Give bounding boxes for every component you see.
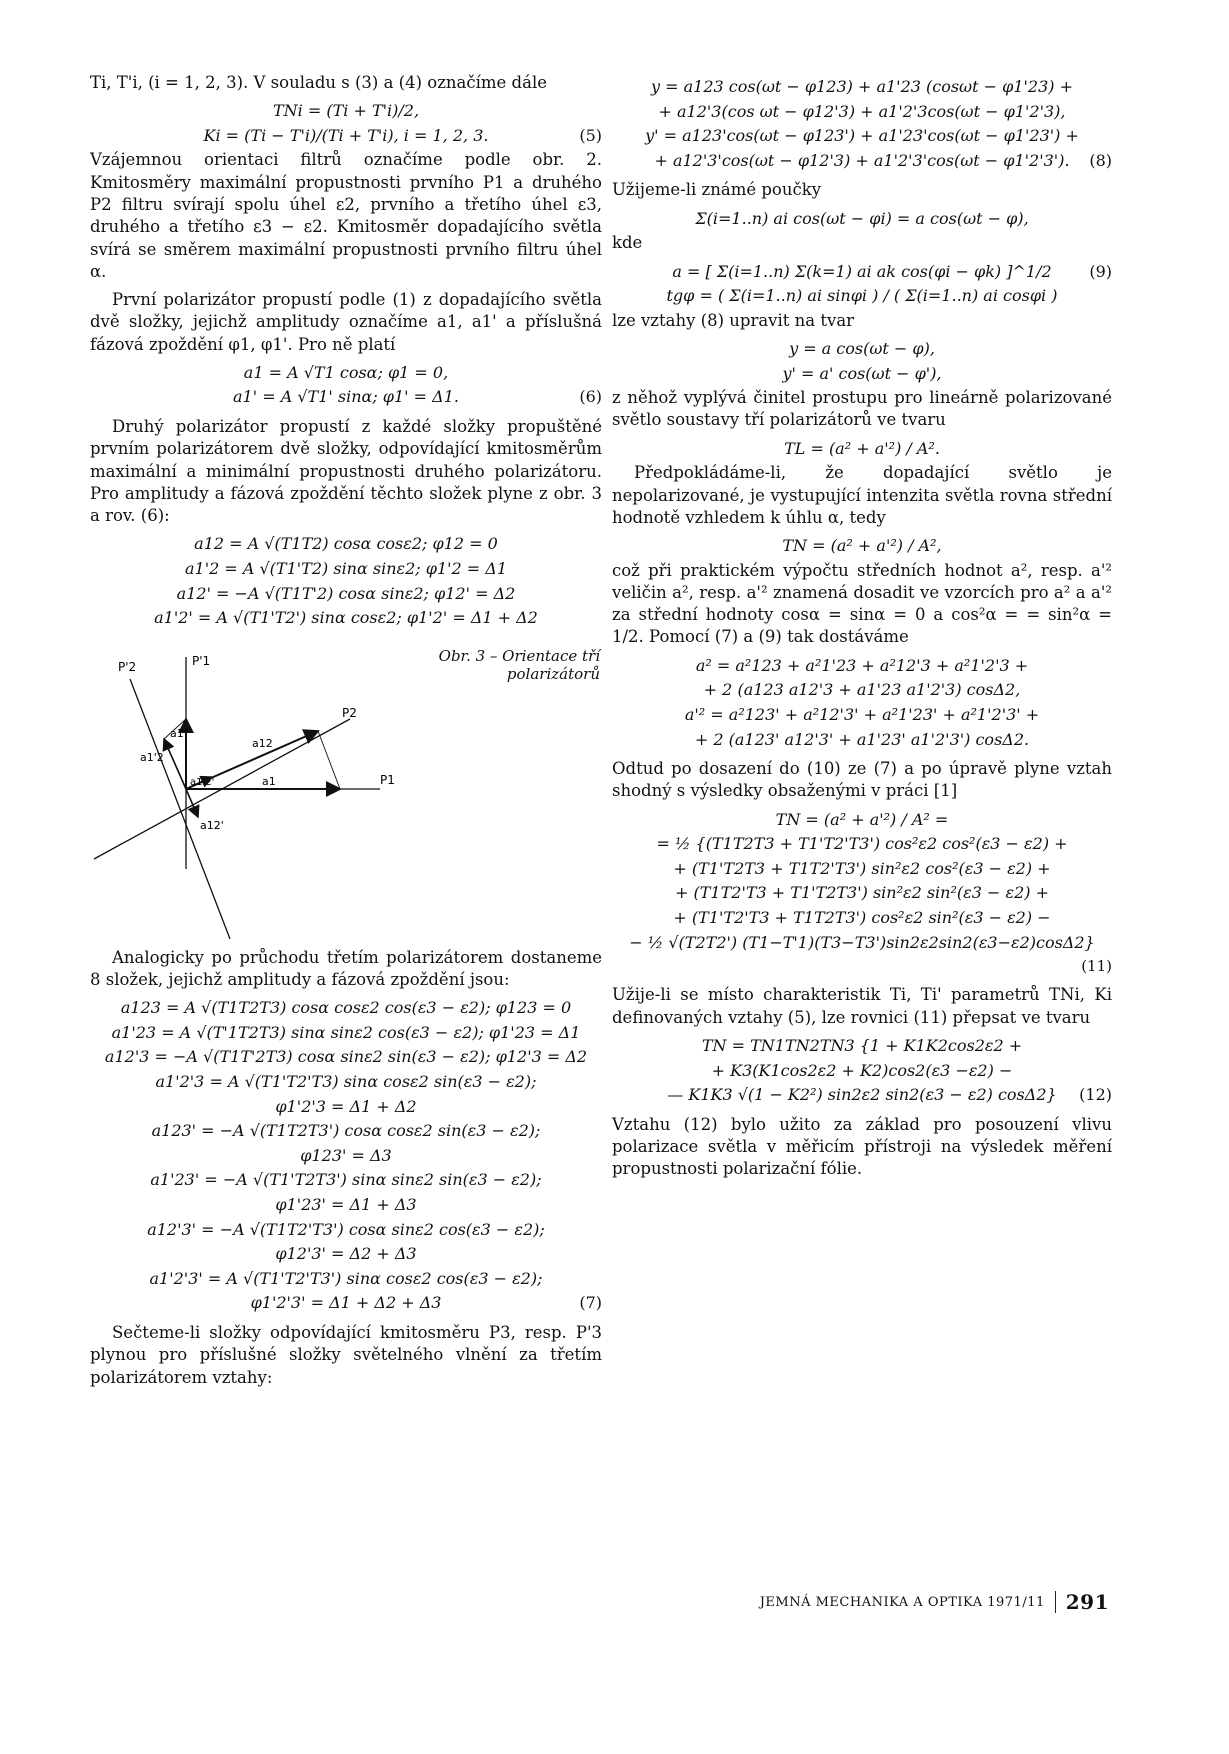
equation-a1p2p3: a1'2'3 = A √(T1'T2'T3) sinα cosε2 sin(ε3 − ε2); xyxy=(155,1072,537,1092)
vector-a1p2 xyxy=(164,739,186,789)
journal-name: JEMNÁ MECHANIKA A OPTIKA 1971/11 xyxy=(759,1594,1045,1610)
label-p1-prime: P'1 xyxy=(192,653,211,668)
equation-5 xyxy=(90,125,602,147)
equation-10-block xyxy=(612,655,1112,750)
equation-a1p2: a1'2 = A √(T1'T2) sinα sinε2; φ1'2 = Δ1 xyxy=(184,558,508,578)
equation-tl: TL = (a² + a'²) / A². xyxy=(784,438,940,458)
equation-8-row xyxy=(612,150,1112,172)
label-a12-prime: a12' xyxy=(200,818,224,832)
paragraph-substitution: Odtud po dosazení do (10) ze (7) a po úpravě plyne vztah shodný s výsledky obsaženými v práci [1] xyxy=(612,759,1112,801)
equations-second-block xyxy=(90,533,602,628)
label-a12: a12 xyxy=(252,736,273,750)
paragraph-orientation: Vzájemnou orientaci filtrů označíme podle obr. 2. Kmitosměry maximální propustnosti prvního P1 a druhého P2 filtru svírají spolu úhel ε2, prvního a třetího úhel ε3, druhého a třetího ε3 − ε2. Kmitosměr dopadajícího světla svírá se směrem maximální propustnosti prvního filtru úhel α. xyxy=(90,150,602,281)
equation-number-8: (8) xyxy=(1089,150,1112,170)
equation-phi-12p3p: φ12'3' = Δ2 + Δ3 xyxy=(275,1244,417,1264)
equation-number-5: (5) xyxy=(579,125,602,145)
equation-number-7: (7) xyxy=(579,1293,602,1313)
equation-12-line-3: — K1K3 √(1 − K2²) sin2ε2 sin2(ε3 − ε2) cosΔ2} xyxy=(667,1085,1057,1105)
equation-sum: Σ(i=1..n) ai cos(ωt − φi) = a cos(ωt − φ), xyxy=(695,208,1029,228)
equation-tn-mean: TN = (a² + a'²) / A², xyxy=(782,536,942,556)
label-p1: P1 xyxy=(380,772,395,787)
paragraph-known-rules: Užijeme-li známé poučky xyxy=(612,180,822,200)
equation-9b: tgφ = ( Σ(i=1..n) ai sinφi ) / ( Σ(i=1..n) ai cosφi ) xyxy=(666,286,1058,306)
equation-a1p23p: a1'23' = −A √(T1'T2T3') sinα sinε2 sin(ε3 − ε2); xyxy=(150,1170,542,1190)
figure-3 xyxy=(90,639,602,939)
paragraph-third-polarizer: Analogicky po průchodu třetím polarizátorem dostaneme 8 složek, jejichž amplitudy a fázová zpoždění jsou: xyxy=(90,947,602,989)
paragraph-second-polarizer: Druhý polarizátor propustí z každé složky propuštěné prvním polarizátorem dvě složky, odpovídající kmitosměrům maximální a minimální propustnosti druhého polarizátoru. Pro amplitudy a fázová zpoždění těchto složek plyne z obr. 3 a rov. (6): xyxy=(90,417,602,526)
equations-third-block xyxy=(90,997,602,1314)
equation-10-line-3: a'² = a²123' + a²12'3' + a²1'23' + a²1'2'3' + xyxy=(684,704,1040,724)
paragraph-conclusion: Vztahu (12) bylo užito za základ pro posouzení vlivu polarizace světla v měřicím přístroji na výsledek měření propustnosti polarizační fólie. xyxy=(612,1114,1112,1179)
polarizer-diagram xyxy=(90,639,400,939)
equation-a1p23: a1'23 = A √(T'1T2T3) sinα sinε2 cos(ε3 − ε2); φ1'23 = Δ1 xyxy=(111,1022,581,1042)
equation-phi-1p2p3: φ1'2'3 = Δ1 + Δ2 xyxy=(275,1096,417,1116)
axis-p2-prime xyxy=(130,679,230,939)
equation-number-12: (12) xyxy=(1079,1085,1112,1105)
footer-divider xyxy=(1055,1591,1056,1613)
equation-a123p: a123' = −A √(T1T2T3') cosα cosε2 sin(ε3 − ε2); xyxy=(151,1121,541,1141)
text-kde: kde xyxy=(612,233,643,253)
paragraph-unpolarized: Předpokládáme-li, že dopadající světlo je nepolarizované, je vystupující intenzita světla rovna střední hodnotě vzhledem k úhlu α, tedy xyxy=(612,463,1112,527)
equation-8-line-3: y' = a123'cos(ωt − φ123') + a1'23'cos(ωt − φ1'23') + xyxy=(645,126,1079,146)
equation-8-line-4: + a12'3'cos(ωt − φ12'3) + a1'2'3'cos(ωt − φ1'2'3'). xyxy=(654,150,1070,170)
label-p2: P2 xyxy=(342,705,357,720)
equation-12-line-1: TN = TN1TN2TN3 {1 + K1K2cos2ε2 + xyxy=(701,1035,1023,1055)
equation-9a: a = [ Σ(i=1..n) Σ(k=1) ai ak cos(φi − φk) ]^1/2 xyxy=(672,261,1052,281)
equation-11-line-4: + (T1T2'T3 + T1'T2T3') sin²ε2 sin²(ε3 − ε2) + xyxy=(675,883,1049,903)
equation-8-block xyxy=(612,76,1112,171)
equation-tn: TNi = (Ti + T'i)/2, xyxy=(272,101,420,121)
page-number: 291 xyxy=(1065,1590,1109,1614)
equation-y: y = a cos(ωt − φ), xyxy=(789,338,935,358)
label-a1p2p: a1'2' xyxy=(190,776,215,788)
equation-9-row xyxy=(612,261,1112,283)
paragraph-parameters: Užije-li se místo charakteristik Ti, Ti' parametrů TNi, Ki definovaných vztahy (5), lze rovnici (11) přepsat ve tvaru xyxy=(612,985,1112,1027)
page-footer xyxy=(760,1590,1109,1614)
paragraph-first-polarizer: První polarizátor propustí podle (1) z dopadajícího světla dvě složky, jejichž amplitudy označíme a1, a1' a příslušná fázová zpoždění φ1, φ1'. Pro ně platí xyxy=(90,290,602,354)
equation-a12p3: a12'3 = −A √(T1T'2T3) cosα sinε2 sin(ε3 − ε2); φ12'3 = Δ2 xyxy=(104,1047,588,1067)
equation-phi-1p23p: φ1'23' = Δ1 + Δ3 xyxy=(275,1195,417,1215)
equation-a12: a12 = A √(T1T2) cosα cosε2; φ12 = 0 xyxy=(194,534,498,554)
label-a1p2: a1'2 xyxy=(140,750,164,764)
equation-7-row xyxy=(90,1292,602,1314)
label-p2-prime: P'2 xyxy=(118,659,137,674)
equation-number-9: (9) xyxy=(1089,261,1112,281)
equation-6b: a1' = A √T1' sinα; φ1' = Δ1. xyxy=(233,387,459,407)
equation-y-prime: y' = a' cos(ωt − φ'), xyxy=(782,363,942,383)
equation-a12p: a12' = −A √(T1T'2) cosα sinε2; φ12' = Δ2 xyxy=(176,583,516,603)
left-column xyxy=(90,72,602,1395)
label-a1-prime: a1' xyxy=(170,726,187,740)
equation-11-line-5: + (T1'T2'T3 + T1T2T3') cos²ε2 sin²(ε3 − ε2) − xyxy=(673,908,1051,927)
equation-a1p2p3p: a1'2'3' = A √(T1'T2'T3') sinα cosε2 cos(ε3 − ε2); xyxy=(149,1268,543,1288)
equation-8-line-2: + a12'3(cos ωt − φ12'3) + a1'2'3cos(ωt − φ1'2'3), xyxy=(658,101,1066,121)
equation-11-line-2: = ½ {(T1T2T3 + T1'T2'T3') cos²ε2 cos²(ε3 − ε2) + xyxy=(656,834,1068,854)
equation-12-row xyxy=(612,1084,1112,1106)
equation-number-6: (6) xyxy=(579,387,602,407)
equation-11-line-3: + (T1'T2T3 + T1T2'T3') sin²ε2 cos²(ε3 − ε2) + xyxy=(673,858,1051,878)
projection-line xyxy=(318,731,340,789)
paragraph-transmittance: z něhož vyplývá činitel prostupu pro lineárně polarizované světlo soustavy tří polarizátorů ve tvaru xyxy=(612,388,1112,430)
equation-number-11: (11) xyxy=(1081,957,1112,976)
equation-12-line-2: + K3(K1cos2ε2 + K2)cos2(ε3 −ε2) − xyxy=(711,1060,1013,1080)
equation-10-line-1: a² = a²123 + a²1'23 + a²12'3 + a²1'2'3 + xyxy=(695,655,1029,675)
equation-6b-row xyxy=(90,386,602,408)
equation-11-line-1: TN = (a² + a'²) / A² = xyxy=(775,809,949,829)
equation-a1p2p: a1'2' = A √(T1'T2') sinα cosε2; φ1'2' = Δ1 + Δ2 xyxy=(154,608,538,628)
equation-10-line-2: + 2 (a123 a12'3 + a1'23 a1'2'3) cosΔ2, xyxy=(703,680,1021,700)
equation-8-line-1: y = a123 cos(ωt − φ123) + a1'23 (cosωt − φ1'23) + xyxy=(651,77,1073,96)
label-a1: a1 xyxy=(262,774,276,788)
paragraph-modify: lze vztahy (8) upravit na tvar xyxy=(612,310,855,330)
equation-phi-1p2p3p: φ1'2'3' = Δ1 + Δ2 + Δ3 xyxy=(250,1293,442,1313)
intro-text: Ti, T'i, (i = 1, 2, 3). V souladu s (3) a (4) označíme dále xyxy=(90,73,547,92)
right-column xyxy=(612,72,1112,1187)
equation-6-block xyxy=(90,362,602,408)
paragraph-sum-components: Sečteme-li složky odpovídající kmitosměru P3, resp. P'3 plynou pro příslušné složky světelného vlnění za třetím polarizátorem vztahy: xyxy=(90,1322,602,1387)
equation-a12p3p: a12'3' = −A √(T1T2'T3') cosα sinε2 cos(ε3 − ε2); xyxy=(147,1219,545,1239)
equation-k: Ki = (Ti − T'i)/(Ti + T'i), i = 1, 2, 3. xyxy=(203,125,489,145)
equation-11-line-6: − ½ √(T2T2') (T1−T'1)(T3−T3')sin2ε2sin2(ε3−ε2)cosΔ2} xyxy=(629,932,1095,952)
equation-6a: a1 = A √T1 cosα; φ1 = 0, xyxy=(243,362,449,382)
equation-phi-123p: φ123' = Δ3 xyxy=(300,1145,392,1165)
equation-11-block xyxy=(612,809,1112,977)
equation-12-block xyxy=(612,1035,1112,1106)
equation-a123: a123 = A √(T1T2T3) cosα cosε2 cos(ε3 − ε2); φ123 = 0 xyxy=(120,998,572,1018)
equation-10-line-4: + 2 (a123' a12'3' + a1'23' a1'2'3') cosΔ2. xyxy=(694,729,1030,749)
paragraph-mean-values: což při praktickém výpočtu středních hodnot a², resp. a'² veličin a², resp. a'² znamená dosadit ve vzorcích pro a² a a'² za střední hodnoty cosα = sinα = 0 a cos²α = = sin²α = 1/2. Pomocí (7) a (9) tak dostáváme xyxy=(612,560,1112,647)
figure-caption: Obr. 3 – Orientace tří polarizátorů xyxy=(438,646,600,684)
